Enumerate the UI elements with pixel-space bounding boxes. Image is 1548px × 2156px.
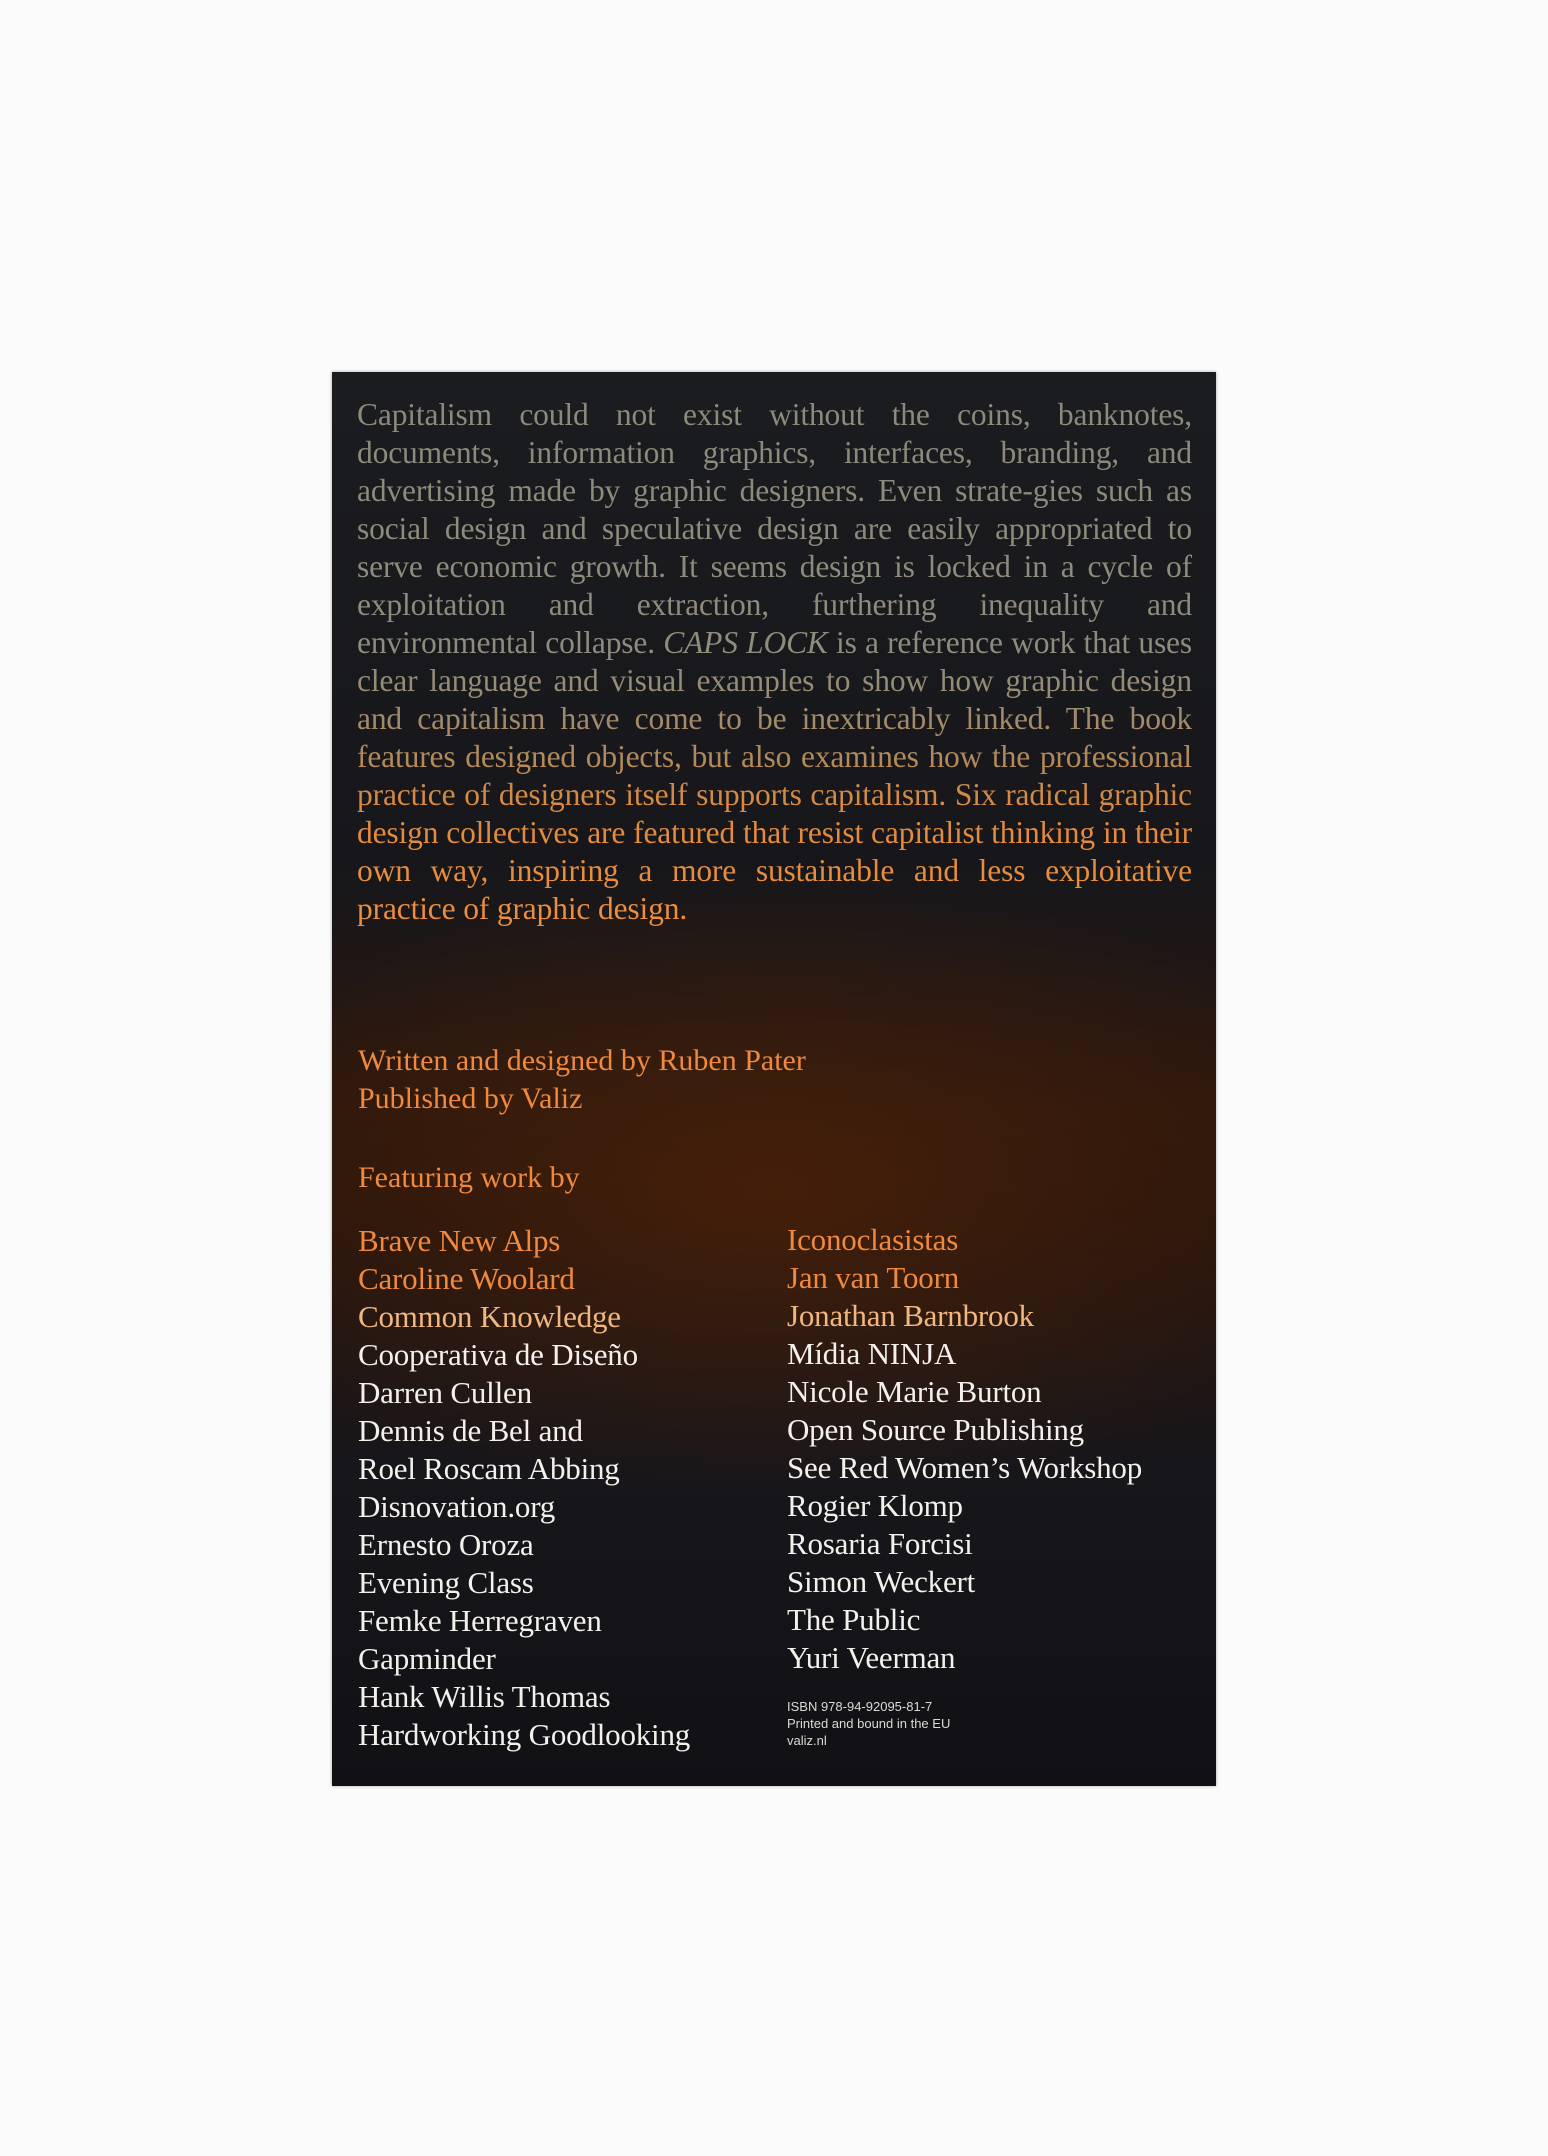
credits-block xyxy=(358,1042,1058,1118)
featured-name: Jonathan Barnbrook xyxy=(787,1298,1034,1333)
featured-name: Common Knowledge xyxy=(358,1299,621,1334)
featured-name: Hank Willis Thomas xyxy=(358,1679,611,1714)
blurb-text-part-1: Capitalism could not exist without the coins, banknotes, documents, information graphics, interfaces, branding, and advertising made by graphic designers. Even strate-gies such as social design and speculative design are easily appropriated to serve economic growth. It seems design is locked in a cycle of exploitation and extraction, furthering inequality and environmental collapse. xyxy=(357,397,1192,660)
featured-name: Simon Weckert xyxy=(787,1564,976,1599)
featured-name: Caroline Woolard xyxy=(358,1261,575,1296)
isbn-text: ISBN 978-94-92095-81-7 xyxy=(787,1699,933,1714)
featured-name: Ernesto Oroza xyxy=(358,1527,534,1562)
featured-name: Iconoclasistas xyxy=(787,1222,959,1257)
featured-name: Jan van Toorn xyxy=(787,1260,960,1295)
featured-name: Roel Roscam Abbing xyxy=(358,1451,620,1486)
featuring-heading: Featuring work by xyxy=(358,1161,580,1194)
featured-name: Mídia NINJA xyxy=(787,1336,957,1371)
featured-name: See Red Women’s Workshop xyxy=(787,1450,1143,1485)
featured-name: Yuri Veerman xyxy=(787,1640,956,1675)
featured-name: Nicole Marie Burton xyxy=(787,1374,1042,1409)
publisher-credit: Published by Valiz xyxy=(358,1082,583,1115)
featured-name: Gapminder xyxy=(358,1641,496,1676)
featured-name: Evening Class xyxy=(358,1565,534,1600)
featured-name: Cooperativa de Diseño xyxy=(358,1337,638,1372)
featured-names-right-column xyxy=(787,1221,1142,1677)
book-back-cover xyxy=(332,372,1216,1786)
featured-name: Rosaria Forcisi xyxy=(787,1526,973,1561)
featured-name: The Public xyxy=(787,1602,921,1637)
blurb-paragraph xyxy=(357,396,1192,928)
author-credit: Written and designed by Ruben Pater xyxy=(358,1044,806,1077)
publisher-website: valiz.nl xyxy=(787,1733,827,1748)
imprint-block xyxy=(787,1698,950,1749)
book-title-italic: CAPS LOCK xyxy=(663,625,828,660)
featured-names-left-column xyxy=(358,1222,690,1754)
featured-name: Dennis de Bel and xyxy=(358,1413,583,1448)
featured-name: Brave New Alps xyxy=(358,1223,561,1258)
featured-name: Darren Cullen xyxy=(358,1375,532,1410)
featured-name: Open Source Publishing xyxy=(787,1412,1084,1447)
featured-name: Femke Herregraven xyxy=(358,1603,602,1638)
printed-text: Printed and bound in the EU xyxy=(787,1716,951,1731)
featured-name: Rogier Klomp xyxy=(787,1488,963,1523)
featured-name: Disnovation.org xyxy=(358,1489,556,1524)
blurb-text-part-2: is a reference work that uses clear language and visual examples to show how graphic design and capitalism have come to be inextricably linked. The book features designed objects, but also examines how the professional practice of designers itself supports capitalism. Six radical graphic design collectives are featured that resist capitalist thinking in their own way, inspiring a more sustainable and less exploitative practice of graphic design. xyxy=(357,625,1192,926)
featured-name: Hardworking Goodlooking xyxy=(358,1717,691,1752)
